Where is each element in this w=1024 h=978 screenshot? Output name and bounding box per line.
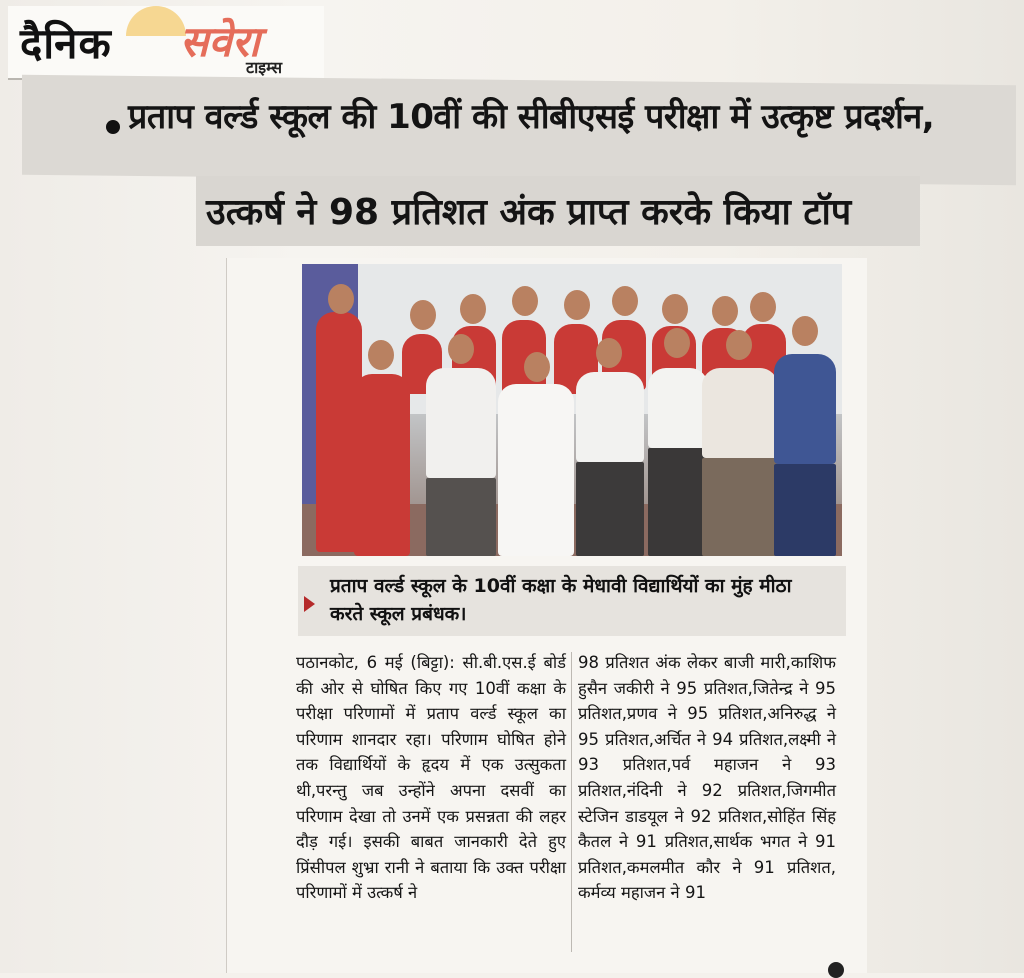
masthead-savera: सवेरा [180, 17, 260, 66]
masthead-sun-logo [126, 6, 186, 36]
photo-caption: प्रताप वर्ल्ड स्कूल के 10वीं कक्षा के मेधावी विद्यार्थियों का मुंह मीठा करते स्कूल प्रबंधक। [330, 575, 792, 625]
headline-line-1: प्रताप वर्ल्ड स्कूल की 10वीं की सीबीएसई परीक्षा में उत्कृष्ट प्रदर्शन, [128, 97, 935, 137]
group-photo [302, 264, 842, 556]
column-divider [571, 652, 572, 952]
newspaper-masthead [8, 6, 324, 80]
caption-arrow-icon [304, 596, 315, 612]
article-text-col1: पठानकोट, 6 मई (बिट्टा): सी.बी.एस.ई बोर्ड की ओर से घोषित किए गए 10वीं कक्षा के परीक्षा परिणामों में प्रताप वर्ल्ड स्कूल का परिणाम शानदार रहा। परिणाम घोषित होने तक विद्यार्थियों के हृदय में एक उत्सुकता थी,परन्तु जब उन्होंने अपना दसवीं का परिणाम देखा तो उनमें एक प्रसन्नता की लहर दौड़ गई। इसकी बाबत जानकारी देते हुए प्रिंसीपल शुभ्रा रानी ने बताया कि उक्त परीक्षा परिणामों में उत्कर्ष ने [296, 653, 566, 903]
headline-bullet-icon [106, 120, 120, 134]
page-edge-dot [828, 962, 844, 978]
article-text-col2: 98 प्रतिशत अंक लेकर बाजी मारी,काशिफ हुसैन जकीरी ने 95 प्रतिशत,जितेन्द्र ने 95 प्रतिशत,प्रणव ने 95 प्रतिशत,अनिरुद्ध ने 95 प्रतिशत,अर्चित ने 94 प्रतिशत,लक्ष्मी ने 93 प्रतिशत,पर्व महाजन ने 93 प्रतिशत,नंदिनी ने 92 प्रतिशत,जिगमीत स्टेजिन डाडयूल ने 92 प्रतिशत,सोहिंत सिंह कैतल ने 91 प्रतिशत,सार्थक भगत ने 91 प्रतिशत,कमलमीत कौर ने 91 प्रतिशत, कर्मव्य महाजन ने 91 [578, 653, 836, 903]
article-column-1 [296, 650, 566, 906]
headline-line-2: उत्कर्ष ने 98 प्रतिशत अंक प्राप्त करके किया टॉप [206, 192, 852, 233]
article-column-2 [578, 650, 836, 906]
masthead-times: टाइम्स [246, 58, 283, 77]
masthead-dainik: दैनिक [20, 19, 112, 68]
